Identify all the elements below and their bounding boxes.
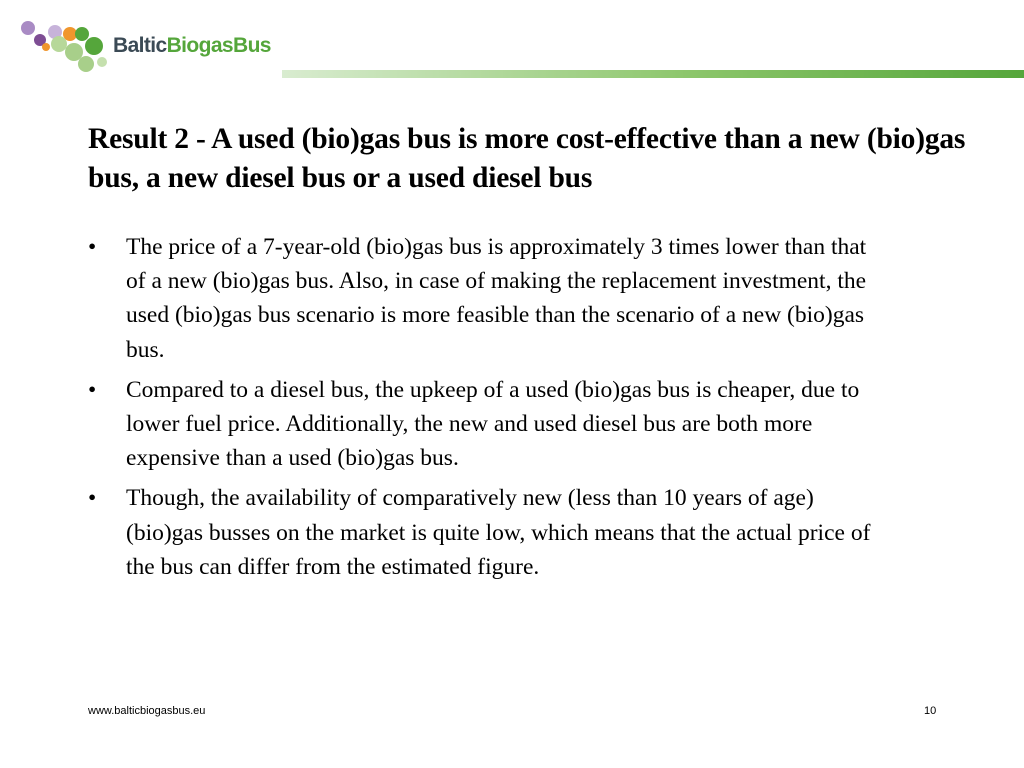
brand-logo <box>18 18 288 78</box>
footer-url: www.balticbiogasbus.eu <box>88 705 206 717</box>
bullet-marker: • <box>88 485 97 512</box>
brand-name-part2: BiogasBus <box>166 34 271 57</box>
brand-name <box>113 34 271 58</box>
bullet-list <box>88 230 888 590</box>
page-number: 10 <box>924 705 937 717</box>
bullet-text: The price of a 7-year-old (bio)gas bus is approximately 3 times lower than that of a new (bio)gas bus. Also, in case of making the replacement investment, the used (bio)gas bus scenario is more feasible than the scenario of a new (bio)gas bus. <box>126 234 867 363</box>
brand-name-part1: Baltic <box>113 34 167 57</box>
bullet-item <box>88 373 888 476</box>
bullet-item <box>88 230 888 367</box>
logo-dots-icon <box>18 18 118 78</box>
bullet-marker: • <box>88 376 97 403</box>
bullet-text: Compared to a diesel bus, the upkeep of a used (bio)gas bus is cheaper, due to lower fuel price. Additionally, the new and used diesel bus are both more expensive than a used (bio)gas bus. <box>126 376 860 472</box>
bullet-marker: • <box>88 234 97 260</box>
bullet-text: Though, the availability of comparatively new (less than 10 years of age) (bio)gas busses on the market is quite low, which means that the actual price of the bus can differ from the estimated figure. <box>126 485 871 580</box>
header-divider <box>282 70 1024 78</box>
bullet-item <box>88 481 888 584</box>
slide-title: Result 2 - A used (bio)gas bus is more cost-effective than a new (bio)gas bus, a new diesel bus or a used diesel bus <box>88 123 966 194</box>
